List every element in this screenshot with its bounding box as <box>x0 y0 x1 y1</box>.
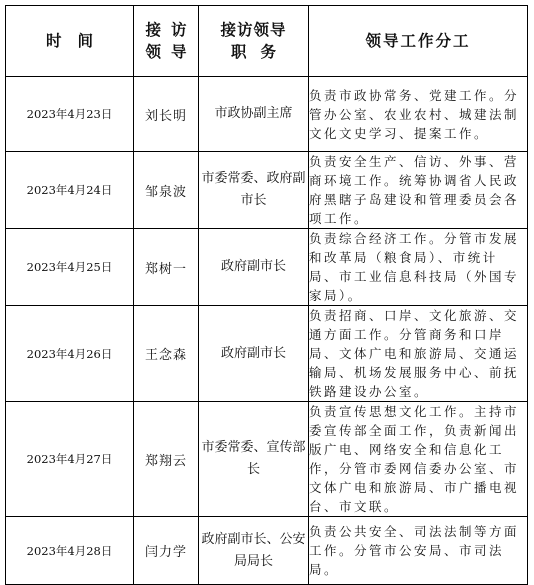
cell-date: 2023年4月24日 <box>6 152 134 229</box>
header-leader: 接访 领导 <box>134 6 199 77</box>
table-row <box>6 402 528 517</box>
table-row <box>6 517 528 585</box>
cell-leader: 郑树一 <box>134 229 199 306</box>
cell-duties: 负责宣传思想文化工作。主持市委宣传部全面工作，负责新闻出版广电、网络安全和信息化工作，分管市委网信委办公室、市文体广电和旅游局、市广播电视台、市文联。 <box>309 402 528 517</box>
cell-duties: 负责公共安全、司法法制等方面工作。分管市公安局、市司法局。 <box>309 517 528 585</box>
table-header-row <box>6 6 528 77</box>
table-row <box>6 229 528 306</box>
cell-date: 2023年4月23日 <box>6 77 134 152</box>
cell-position: 市政协副主席 <box>199 77 309 152</box>
cell-position: 市委常委、宣传部长 <box>199 402 309 517</box>
cell-position: 政府副市长 <box>199 306 309 402</box>
cell-leader: 王念森 <box>134 306 199 402</box>
cell-leader: 郑翔云 <box>134 402 199 517</box>
reception-schedule-table <box>5 5 528 585</box>
cell-date: 2023年4月27日 <box>6 402 134 517</box>
cell-date: 2023年4月26日 <box>6 306 134 402</box>
table-row <box>6 306 528 402</box>
table-row <box>6 152 528 229</box>
cell-duties: 负责安全生产、信访、外事、营商环境工作。统筹协调省人民政府黑瞎子岛建设和管理委员会各项工作。 <box>309 152 528 229</box>
cell-position: 政府副市长 <box>199 229 309 306</box>
table-row <box>6 77 528 152</box>
header-duties: 领导工作分工 <box>309 6 528 77</box>
header-date: 时间 <box>6 6 134 77</box>
header-position: 接访领导 职务 <box>199 6 309 77</box>
cell-position: 市委常委、政府副市长 <box>199 152 309 229</box>
cell-duties: 负责市政协常务、党建工作。分管办公室、农业农村、城建法制文化文史学习、提案工作。 <box>309 77 528 152</box>
cell-duties: 负责招商、口岸、文化旅游、交通方面工作。分管商务和口岸局、文体广电和旅游局、交通运输局、机场发展服务中心、前抚铁路建设办公室。 <box>309 306 528 402</box>
cell-leader: 闫力学 <box>134 517 199 585</box>
cell-leader: 刘长明 <box>134 77 199 152</box>
cell-date: 2023年4月28日 <box>6 517 134 585</box>
cell-duties: 负责综合经济工作。分管市发展和改革局（粮食局）、市统计局、市工业信息科技局（外国专家局）。 <box>309 229 528 306</box>
cell-date: 2023年4月25日 <box>6 229 134 306</box>
cell-position: 政府副市长、公安局局长 <box>199 517 309 585</box>
cell-leader: 邹泉波 <box>134 152 199 229</box>
